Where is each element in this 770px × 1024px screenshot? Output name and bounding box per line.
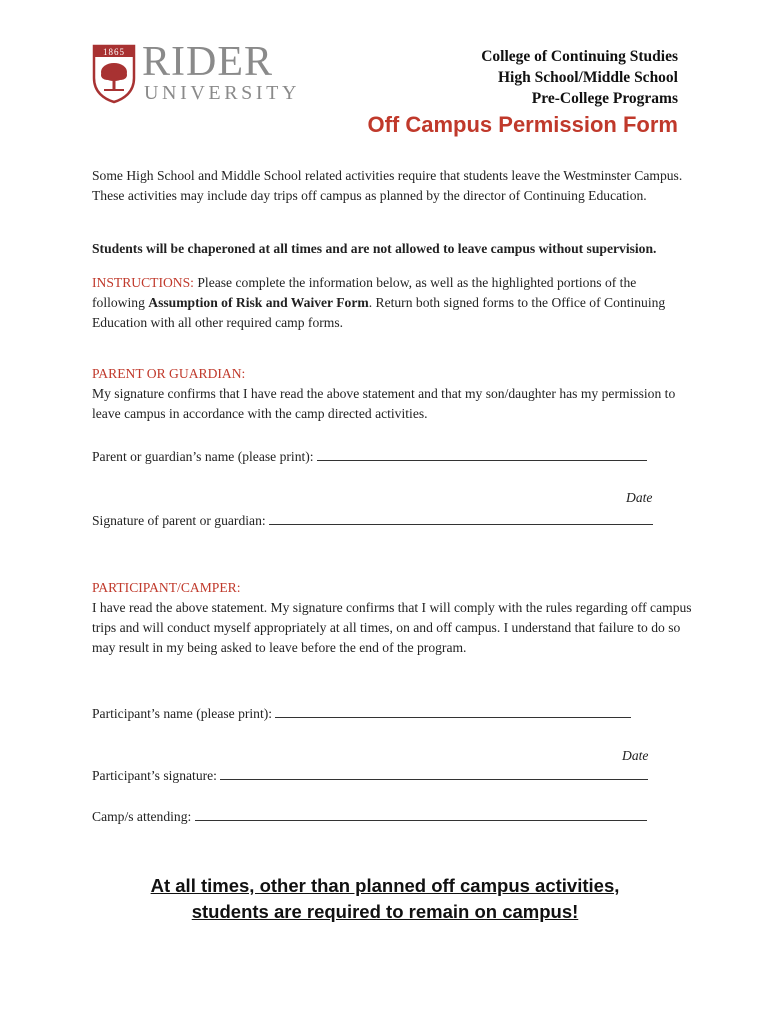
university-shield-icon <box>92 44 136 104</box>
closing-line-2: students are required to remain on campus! <box>191 901 579 922</box>
header-line-1: College of Continuing Studies <box>481 48 678 65</box>
participant-name-label: Participant’s name (please print): <box>92 706 273 721</box>
header-line-3: Pre-College Programs <box>531 90 678 107</box>
form-title: Off Campus Permission Form <box>367 112 678 137</box>
intro-paragraph: Some High School and Middle School related activities require that students leave the Westminster Campus. These activities may include day trips off campus as planned by the director of Continuing Education. <box>92 168 683 203</box>
participant-signature-line[interactable] <box>220 767 648 780</box>
parent-statement: My signature confirms that I have read the above statement and that my son/daughter has my permission to leave campus in accordance with the camp directed activities. <box>92 386 676 421</box>
instructions-text-2: . Return both signed forms to the Office of Continuing Education with all other required camp forms. <box>92 295 666 330</box>
parent-signature-line[interactable] <box>269 512 653 525</box>
participant-heading: PARTICIPANT/CAMPER: <box>92 580 241 595</box>
parent-section <box>92 364 692 424</box>
camps-attending-field[interactable] <box>92 808 647 825</box>
participant-signature-label: Participant’s signature: <box>92 768 217 783</box>
logo-subtitle: UNIVERSITY <box>144 82 300 104</box>
closing-line-1: At all times, other than planned off campus activities, <box>150 875 620 896</box>
participant-section <box>92 578 692 658</box>
participant-signature-field[interactable] <box>92 767 648 784</box>
participant-date-label: Date <box>622 748 649 763</box>
supervision-notice: Students will be chaperoned at all times and are not allowed to leave campus without supervision. <box>92 241 657 256</box>
participant-name-line[interactable] <box>275 705 631 718</box>
instructions-text-1: Please complete the information below, as well as the highlighted portions of the following <box>92 275 637 310</box>
participant-name-field[interactable] <box>92 705 631 722</box>
closing-notice <box>0 873 770 925</box>
waiver-form-name: Assumption of Risk and Waiver Form <box>148 295 369 310</box>
rider-university-logo <box>90 39 300 106</box>
instructions-paragraph <box>92 273 692 333</box>
parent-signature-field[interactable] <box>92 512 653 529</box>
header-line-2: High School/Middle School <box>497 69 678 86</box>
logo-name: RIDER <box>142 39 273 85</box>
camps-attending-label: Camp/s attending: <box>92 809 192 824</box>
program-header <box>481 46 678 109</box>
logo-year: 1865 <box>103 47 125 57</box>
participant-statement: I have read the above statement. My signature confirms that I will comply with the rules regarding off campus trips and will conduct myself appropriately at all times, on and off campus. I understand that failure to do so may result in my being asked to leave before the end of the program. <box>92 600 692 655</box>
parent-name-line[interactable] <box>317 448 647 461</box>
camps-attending-line[interactable] <box>195 808 647 821</box>
parent-date-label: Date <box>626 490 653 505</box>
instructions-label: INSTRUCTIONS: <box>92 275 194 290</box>
parent-name-label: Parent or guardian’s name (please print): <box>92 449 314 464</box>
parent-signature-label: Signature of parent or guardian: <box>92 513 266 528</box>
parent-name-field[interactable] <box>92 448 647 465</box>
parent-heading: PARENT OR GUARDIAN: <box>92 366 246 381</box>
